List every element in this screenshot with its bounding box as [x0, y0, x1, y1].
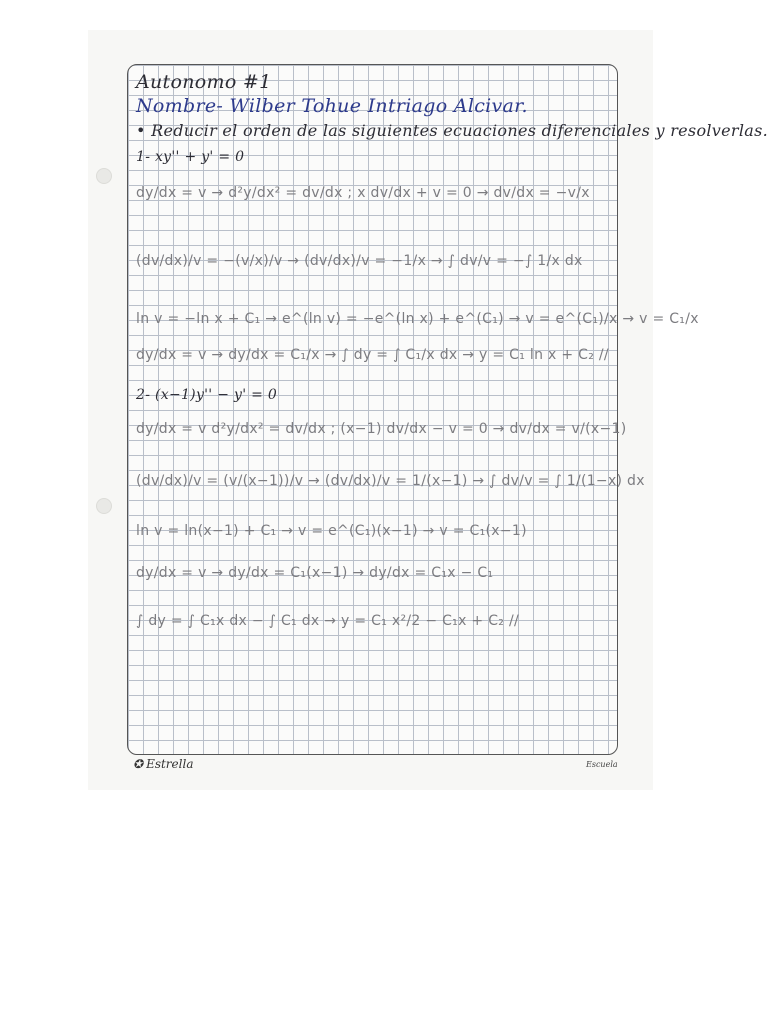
problem-1-step-3: ln v = −ln x + C₁ → e^(ln v) = −e^(ln x) + e^(C₁) → v = e^(C₁)/x → v = C₁/x	[136, 311, 699, 327]
binder-hole-top	[96, 168, 112, 184]
problem-2-step-4: dy/dx = v → dy/dx = C₁(x−1) → dy/dx = C₁x − C₁	[136, 565, 494, 581]
problem-2-step-3: ln v = ln(x−1) + C₁ → v = e^(C₁)(x−1) → v = C₁(x−1)	[136, 523, 527, 539]
problem-1-statement: 1- xy'' + y' = 0	[136, 149, 245, 165]
page-title: Autonomo #1	[136, 71, 272, 93]
binder-hole-bottom	[96, 498, 112, 514]
problem-2-step-1: dy/dx = v d²y/dx² = dv/dx ; (x−1) dv/dx − v = 0 → dv/dx = v/(x−1)	[136, 421, 627, 437]
problem-2-step-2: (dv/dx)/v = (v/(x−1))/v → (dv/dx)/v = 1/(x−1) → ∫ dv/v = ∫ 1/(1−x) dx	[136, 473, 645, 489]
grid-notebook-sheet	[127, 64, 768, 755]
problem-2-statement: 2- (x−1)y'' − y' = 0	[136, 387, 278, 403]
problem-1-step-4: dy/dx = v → dy/dx = C₁/x → ∫ dy = ∫ C₁/x dx → y = C₁ ln x + C₂ //	[136, 347, 609, 363]
brand-name: Estrella	[146, 757, 194, 771]
instruction-line: • Reducir el orden de las siguientes ecuaciones diferenciales y resolverlas.	[136, 121, 768, 140]
brand-right-mark: Escuela	[586, 760, 618, 769]
student-name-line: Nombre- Wilber Tohue Intriago Alcivar.	[136, 95, 528, 117]
notebook-brand-logo	[133, 757, 193, 771]
problem-1-step-1: dy/dx = v → d²y/dx² = dv/dx ; x dv/dx + v = 0 → dv/dx = −v/x	[136, 185, 590, 201]
star-logo-icon: ✪	[133, 757, 144, 771]
problem-1-step-2: (dv/dx)/v = −(v/x)/v → (dv/dx)/v = −1/x → ∫ dv/v = −∫ 1/x dx	[136, 253, 583, 269]
problem-2-step-5: ∫ dy = ∫ C₁x dx − ∫ C₁ dx → y = C₁ x²/2 − C₁x + C₂ //	[136, 613, 519, 629]
